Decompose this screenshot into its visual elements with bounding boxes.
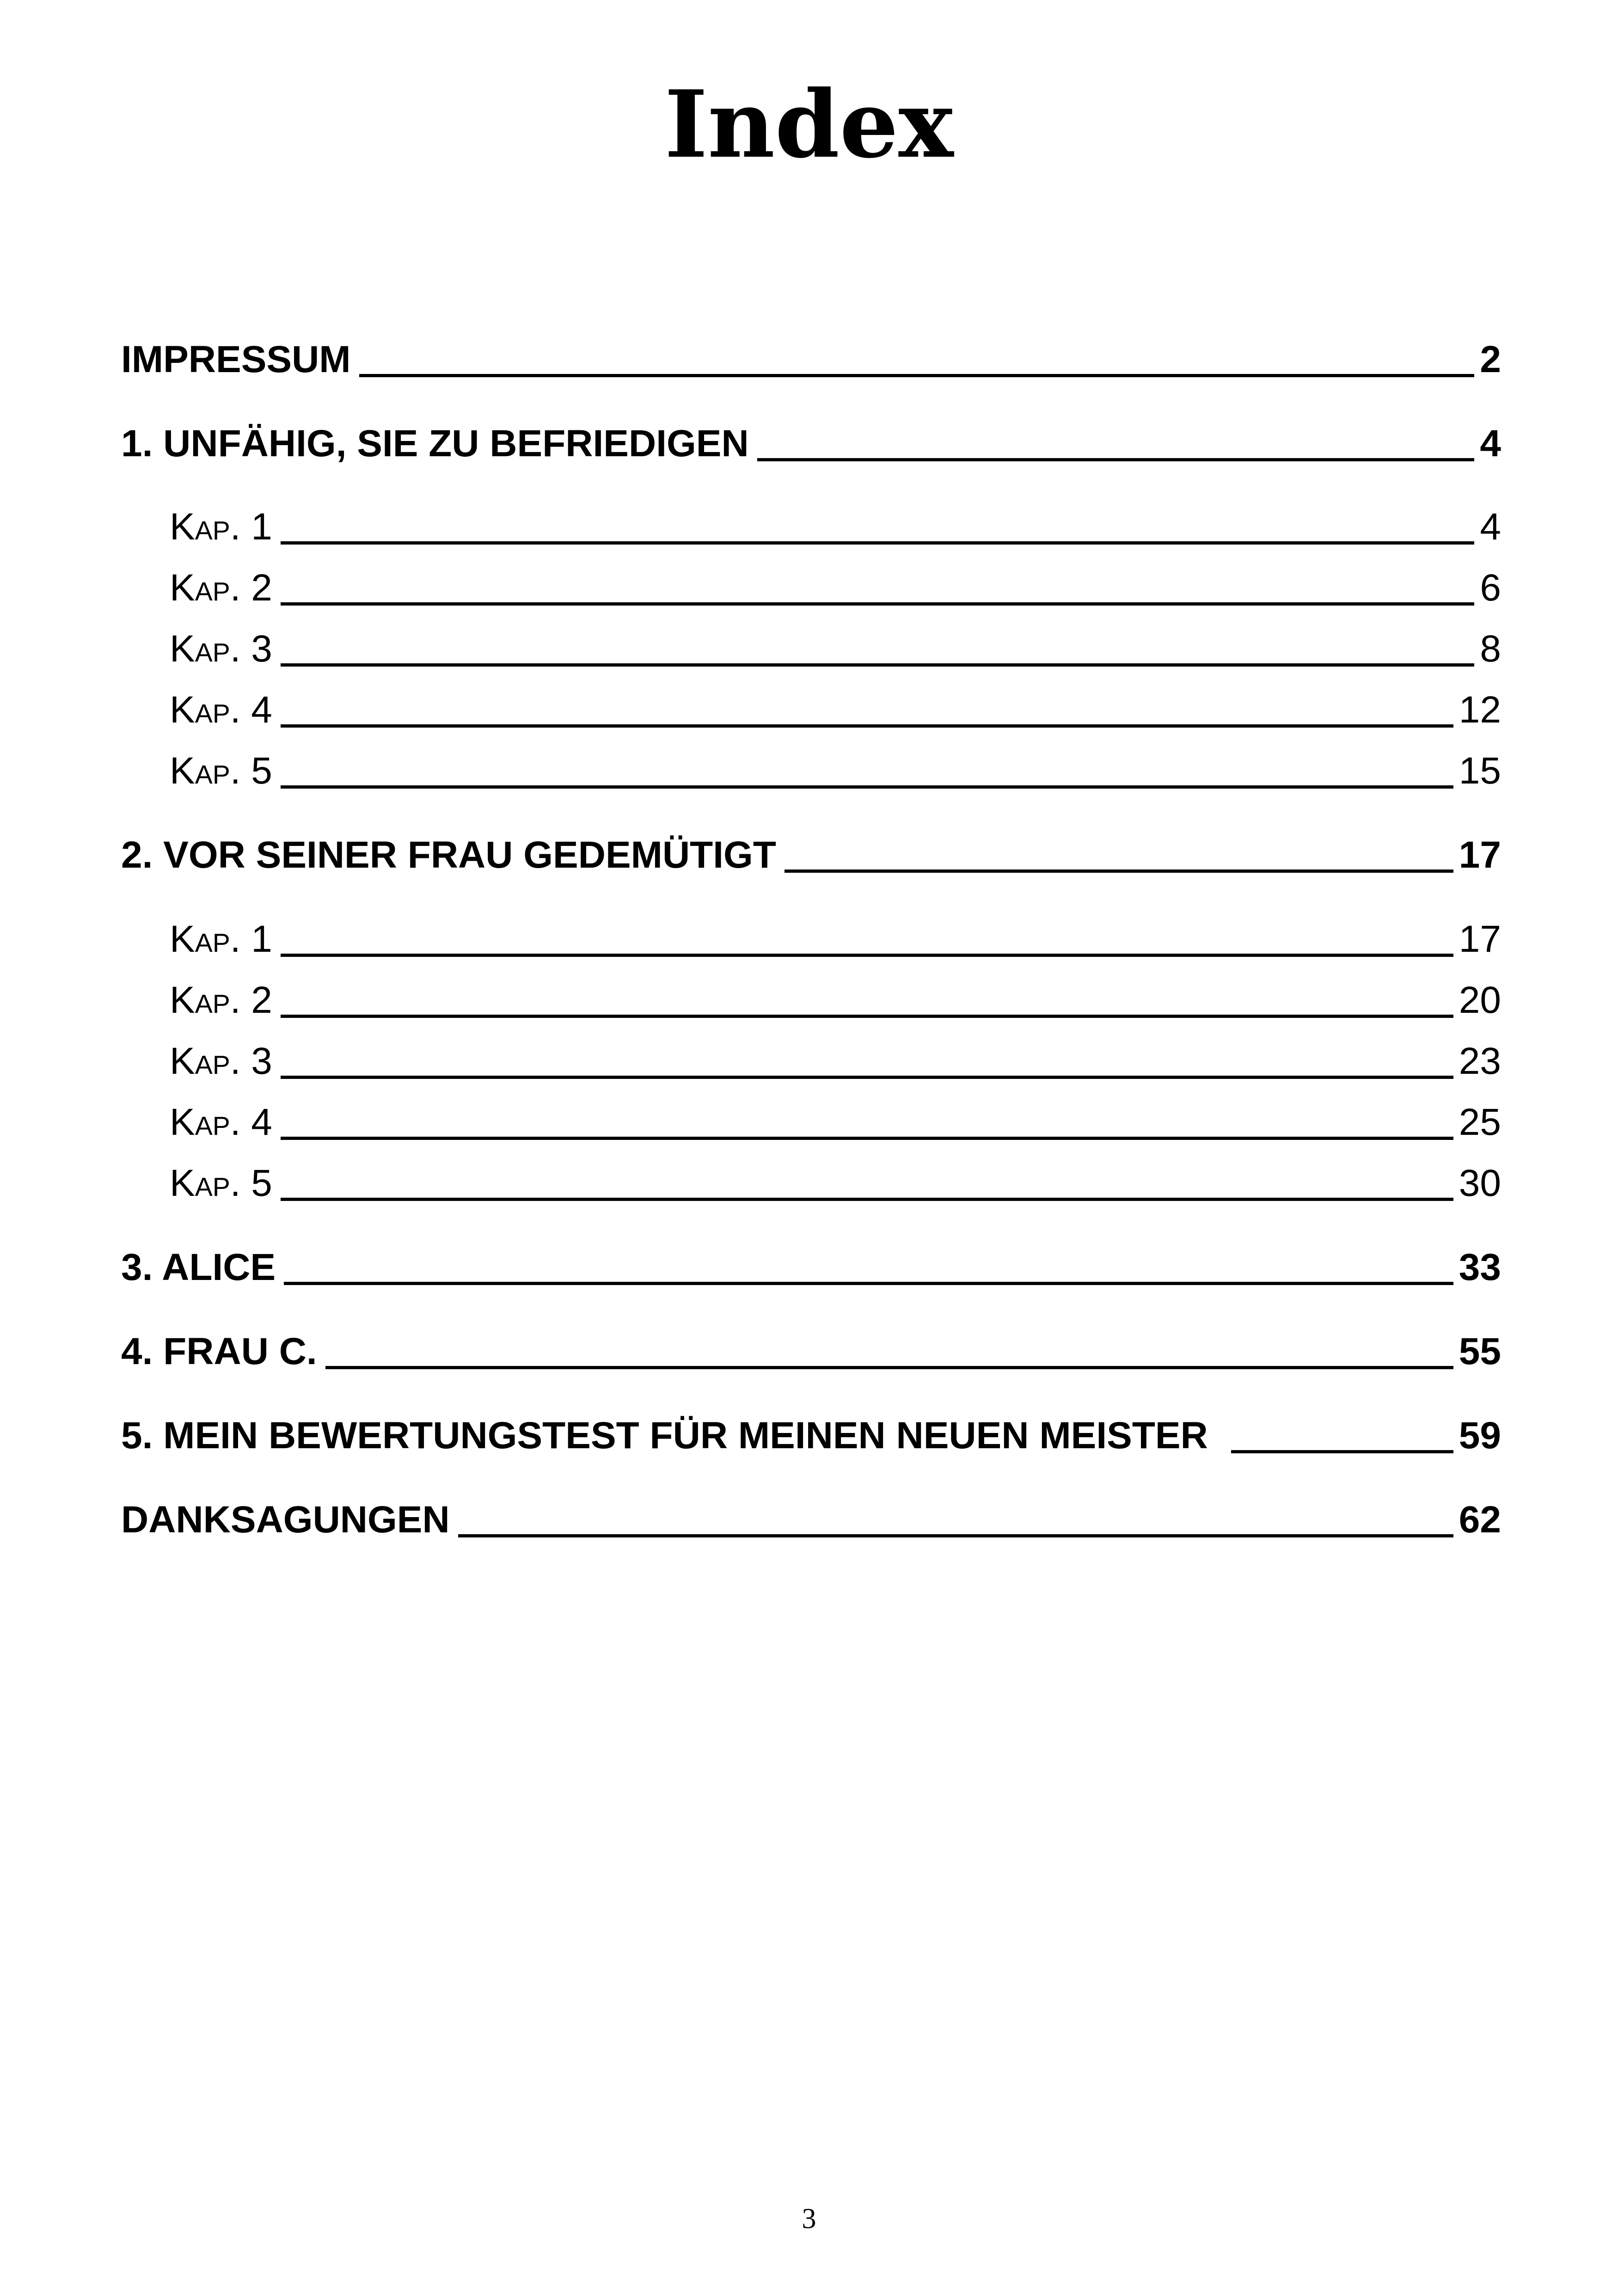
toc-entry-chapter-1-kap-3[interactable] (121, 626, 1501, 672)
toc-entry-chapter-2-kap-3[interactable] (121, 1038, 1501, 1084)
toc-entry-chapter-1-kap-4[interactable] (121, 687, 1501, 733)
toc-entry-page: 4 (1480, 506, 1501, 548)
toc-leader-line (281, 1137, 1453, 1140)
toc-entry-page: 8 (1480, 628, 1501, 670)
toc-entry-page: 55 (1459, 1330, 1501, 1372)
toc-entry-page: 59 (1459, 1414, 1501, 1457)
toc-entry-chapter-1-kap-5[interactable] (121, 748, 1501, 794)
toc-leader-line (281, 724, 1453, 728)
toc-entry-page: 15 (1459, 750, 1501, 792)
toc-entry-label: Kap. 5 (170, 1162, 272, 1204)
toc-leader-line (284, 1282, 1453, 1285)
toc-entry-page: 17 (1459, 918, 1501, 960)
toc-entry-chapter-2-kap-5[interactable] (121, 1160, 1501, 1206)
toc-entry-chapter-4[interactable] (121, 1329, 1501, 1375)
toc-entry-chapter-1-kap-2[interactable] (121, 565, 1501, 611)
toc-entry-page: 33 (1459, 1246, 1501, 1288)
toc-leader-line (281, 1198, 1453, 1201)
toc-leader-line (281, 1076, 1453, 1079)
toc-entry-label: Kap. 4 (170, 1101, 272, 1143)
toc-entry-chapter-3[interactable] (121, 1244, 1501, 1291)
toc-leader-line (784, 869, 1453, 873)
toc-leader-line (281, 602, 1474, 606)
toc-entry-page: 17 (1459, 834, 1501, 876)
toc-leader-line (281, 1015, 1453, 1018)
toc-entry-label: Kap. 1 (170, 506, 272, 548)
toc-entry-chapter-5[interactable] (121, 1413, 1501, 1459)
toc-entry-label: 5. MEIN BEWERTUNGSTEST FÜR MEINEN NEUEN MEISTER (121, 1414, 1208, 1457)
toc-entry-page: 12 (1459, 689, 1501, 731)
toc-entry-chapter-2-kap-1[interactable] (121, 916, 1501, 962)
footer-page-number: 3 (802, 2203, 816, 2235)
toc-entry-chapter-2[interactable] (121, 832, 1501, 878)
toc-entry-chapter-1[interactable] (121, 421, 1501, 467)
toc-entry-label: Kap. 4 (170, 689, 272, 731)
toc-entry-label: Kap. 1 (170, 918, 272, 960)
toc-entry-label: DANKSAGUNGEN (121, 1499, 450, 1541)
toc-entry-label: 4. FRAU C. (121, 1330, 317, 1372)
toc-leader-line (359, 374, 1475, 377)
toc-entry-label: Kap. 5 (170, 750, 272, 792)
toc-entry-label: Kap. 2 (170, 567, 272, 609)
toc-entry-label: 1. UNFÄHIG, SIE ZU BEFRIEDIGEN (121, 422, 749, 465)
toc-entry-chapter-2-kap-4[interactable] (121, 1099, 1501, 1145)
toc-entry-page: 30 (1459, 1162, 1501, 1204)
toc-leader-line (325, 1366, 1453, 1369)
toc-entry-label: IMPRESSUM (121, 338, 351, 380)
toc-entry-label: 2. VOR SEINER FRAU GEDEMÜTIGT (121, 834, 776, 876)
toc-leader-line (281, 785, 1453, 789)
toc-entry-label: Kap. 3 (170, 628, 272, 670)
toc-entry-page: 62 (1459, 1499, 1501, 1541)
toc-leader-line (757, 458, 1475, 461)
toc-leader-line (458, 1534, 1453, 1537)
toc-leader-line (281, 954, 1453, 957)
page-title: Index (664, 70, 954, 179)
toc-entry-page: 23 (1459, 1040, 1501, 1082)
toc-entry-page: 4 (1480, 422, 1501, 465)
toc-leader-line (281, 663, 1474, 667)
toc-leader-line (281, 541, 1474, 545)
toc-entry-page: 2 (1480, 338, 1501, 380)
toc-entry-chapter-2-kap-2[interactable] (121, 977, 1501, 1023)
toc-leader-line (1231, 1450, 1453, 1453)
toc-entry-label: Kap. 2 (170, 979, 272, 1021)
toc-entry-page: 20 (1459, 979, 1501, 1021)
toc-entry-page: 25 (1459, 1101, 1501, 1143)
toc-entry-label: Kap. 3 (170, 1040, 272, 1082)
toc-entry-chapter-1-kap-1[interactable] (121, 504, 1501, 550)
toc-entry-danksagungen[interactable] (121, 1497, 1501, 1543)
toc-entry-page: 6 (1480, 567, 1501, 609)
toc-entry-label: 3. ALICE (121, 1246, 276, 1288)
toc-entry-impressum[interactable] (121, 337, 1501, 383)
